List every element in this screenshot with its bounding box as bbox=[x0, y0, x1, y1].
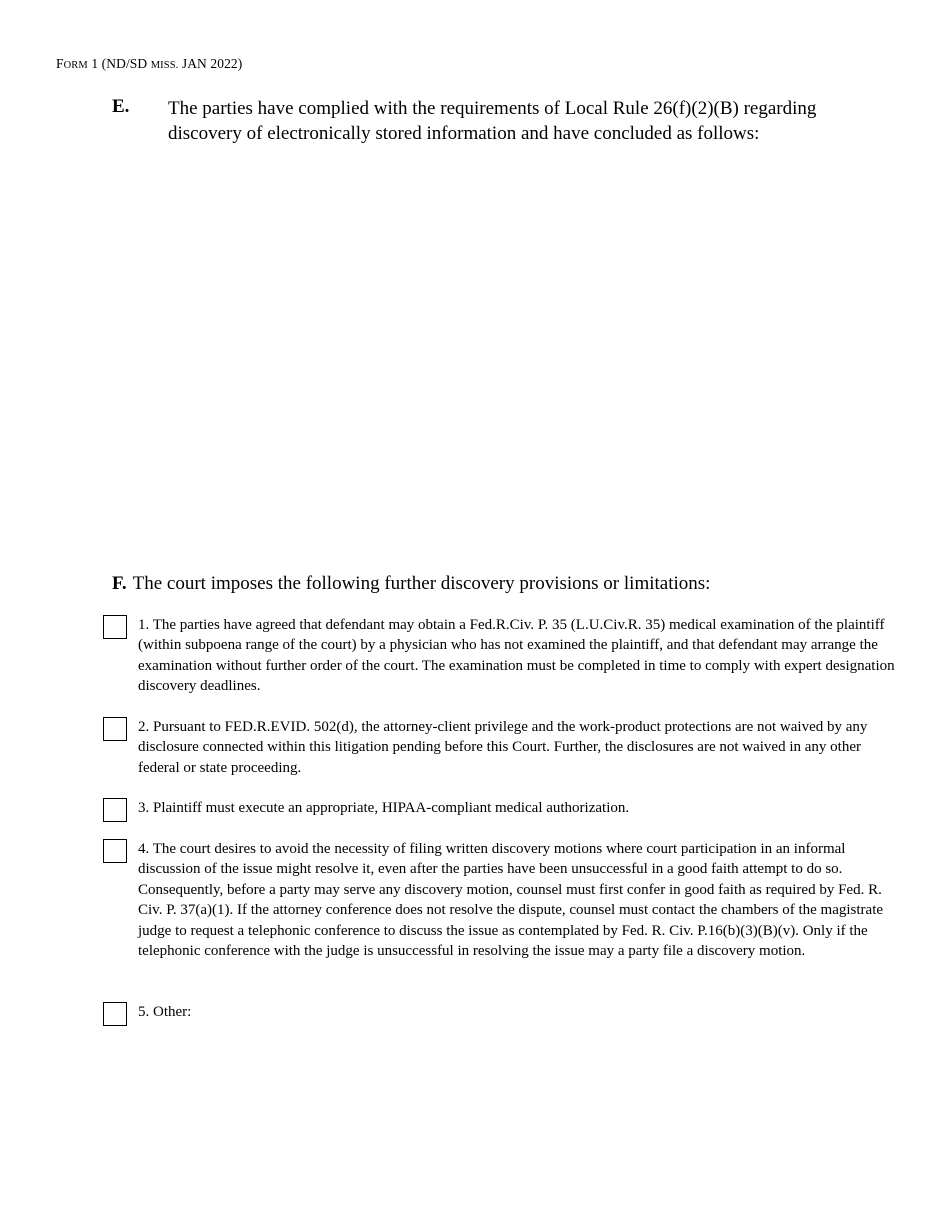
form-miss: MISS. bbox=[150, 60, 179, 71]
section-f-heading bbox=[112, 573, 892, 595]
provision-1-checkbox[interactable] bbox=[103, 615, 127, 639]
section-e-letter: E. bbox=[112, 96, 130, 117]
form-prefix: F bbox=[56, 56, 64, 71]
form-date: JAN 2022) bbox=[178, 56, 243, 71]
section-e-text: The parties have complied with the requirements of Local Rule 26(f)(2)(B) regarding discovery of electronically stored information and have concluded as follows: bbox=[168, 98, 817, 144]
section-f-letter: F. bbox=[112, 573, 127, 594]
section-f-title: The court imposes the following further discovery provisions or limitations: bbox=[132, 573, 711, 594]
provision-2-checkbox[interactable] bbox=[103, 717, 127, 741]
form-prefix-rest: ORM bbox=[63, 60, 88, 71]
provision-4-checkbox[interactable] bbox=[103, 839, 127, 863]
provision-3-text: 3. Plaintiff must execute an appropriate, HIPAA-compliant medical authorization. bbox=[138, 800, 630, 816]
provision-5-checkbox[interactable] bbox=[103, 1002, 127, 1026]
provision-4-text: 4. The court desires to avoid the necessity of filing written discovery motions where court participation in an informal discussion of the issue might resolve it, even after the parties have been unsuccessful in a good faith attempt to do so. Consequently, before a party may serve any discovery motion, counsel must first confer in good faith as required by Fed. R. Civ. P. 37(a)(1). If the attorney conference does not resolve the dispute, counsel must contact the chambers of the magistrate judge to request a telephonic conference to discuss the issue as contemplated by Fed. R. Civ. P.16(b)(3)(B)(v). Only if the telephonic conference with the judge is unsuccessful in resolving the issue may a party file a discovery motion. bbox=[138, 841, 884, 960]
provision-3-checkbox[interactable] bbox=[103, 798, 127, 822]
form-header bbox=[56, 56, 242, 72]
provision-5-text: 5. Other: bbox=[138, 1004, 192, 1020]
provision-1-text: 1. The parties have agreed that defendant may obtain a Fed.R.Civ. P. 35 (L.U.Civ.R. 35) medical examination of the plaintiff (within subpoena range of the court) by a physician who has not examined the plaintiff, and that defendant may arrange the examination without further order of the court. The examination must be completed in time to comply with expert designation discovery deadlines. bbox=[138, 617, 895, 695]
provision-2-text: 2. Pursuant to FED.R.EVID. 502(d), the attorney-client privilege and the work-product protections are not waived by any disclosure connected within this litigation pending before this Court. Further, the disclosures are not waived in any other federal or state proceeding. bbox=[138, 719, 868, 776]
form-number: 1 (ND/SD bbox=[87, 56, 151, 71]
